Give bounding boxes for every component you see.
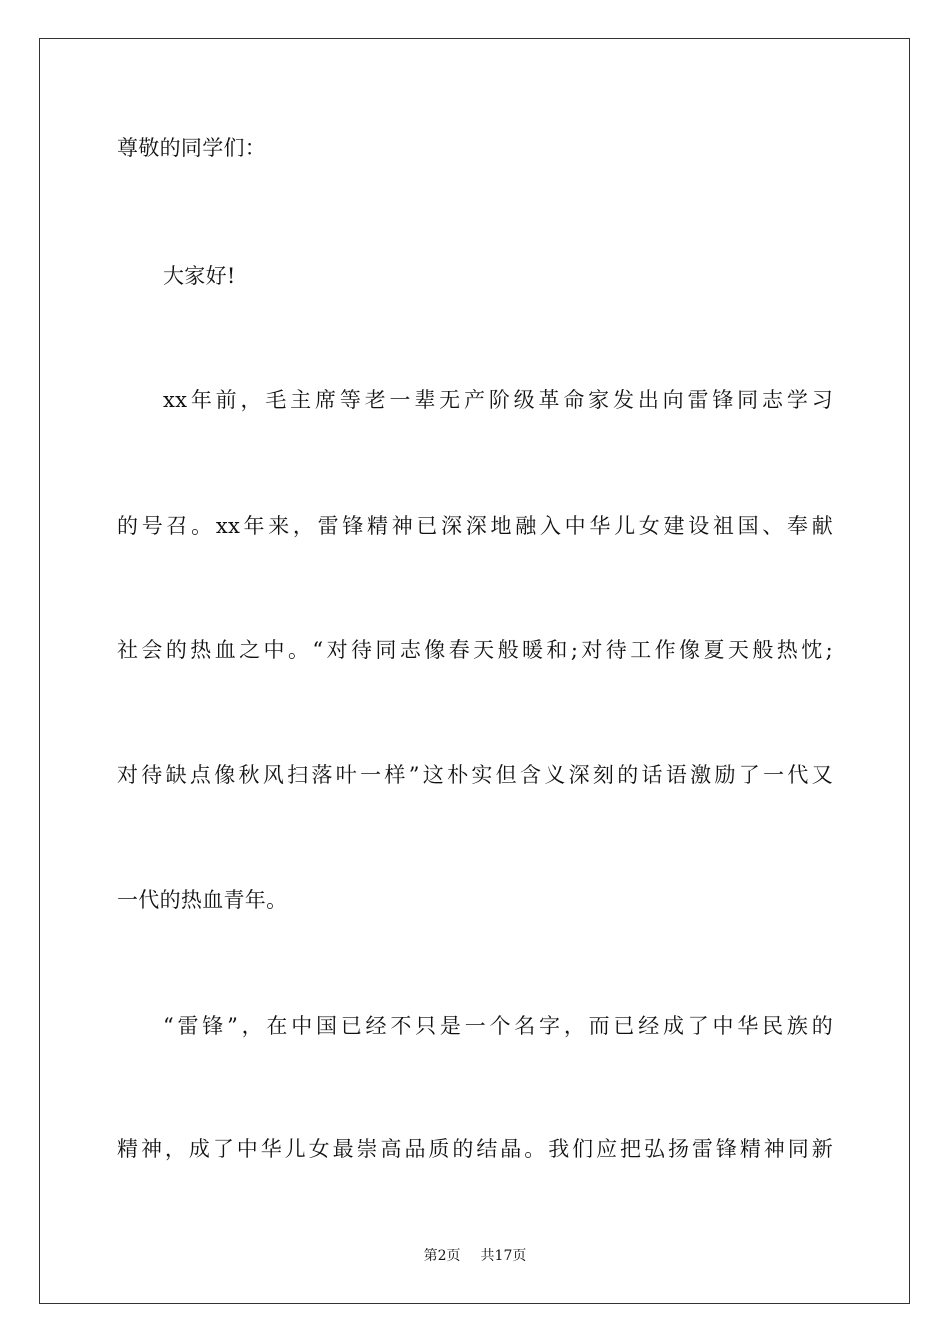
greeting: 大家好!	[163, 264, 236, 288]
paragraph-2-line-2: 精神，成了中华儿女最崇高品质的结晶。我们应把弘扬雷锋精神同新	[117, 1137, 833, 1161]
paragraph-1-line-4: 对待缺点像秋风扫落叶一样”这朴实但含义深刻的话语激励了一代又	[117, 763, 833, 787]
page-border	[39, 38, 910, 1304]
paragraph-1-line-2: 的号召。xx年来，雷锋精神已深深地融入中华儿女建设祖国、奉献	[117, 514, 833, 538]
page-footer	[0, 1246, 950, 1266]
salutation: 尊敬的同学们：	[117, 136, 267, 160]
paragraph-1-line-5: 一代的热血青年。	[117, 888, 288, 912]
paragraph-1-line-3: 社会的热血之中。“对待同志像春天般暖和;对待工作像夏天般热忱;	[117, 638, 833, 662]
page-total: 共17页	[480, 1248, 527, 1264]
paragraph-1-line-1: xx年前，毛主席等老一辈无产阶级革命家发出向雷锋同志学习	[163, 388, 833, 412]
page-number: 第2页	[423, 1248, 461, 1264]
paragraph-2-line-1: “雷锋”，在中国已经不只是一个名字，而已经成了中华民族的	[163, 1014, 833, 1038]
